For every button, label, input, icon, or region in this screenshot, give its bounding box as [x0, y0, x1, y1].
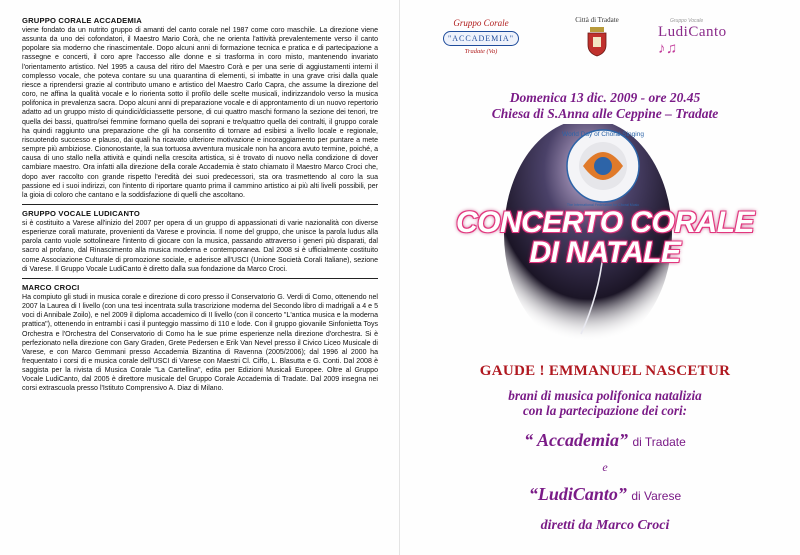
section-title: GRUPPO VOCALE LUDICANTO	[22, 208, 140, 218]
director-line: diretti da Marco Croci	[540, 518, 670, 533]
ludicanto-logo-small: Gruppo Vocale	[670, 18, 704, 24]
choir-name: “ Accademia”	[524, 430, 628, 450]
right-panel	[410, 0, 800, 555]
left-panel	[22, 16, 378, 544]
conjunction: e	[602, 460, 608, 474]
section-accademia	[22, 16, 378, 205]
section-title: GRUPPO CORALE ACCADEMIA	[22, 16, 142, 25]
accademia-logo	[442, 18, 520, 55]
page-fold	[399, 0, 400, 555]
choir-place: di Varese	[631, 489, 682, 503]
choir-name: “LudiCanto”	[528, 484, 627, 504]
section-body: viene fondato da un nutrito gruppo di amanti del canto corale nel 1987 come coro maschile. La direzione viene assunta da uno dei cofondatori, il Maestro Mario Corà, che ne orienta l'attività prevalentemente verso il canto popolare sia moderno che rinascimentale. Dopo alcuni anni di formazione tecnica e pratica e di partecipazione a rassegne e concerti, il coro apre l'accesso alle donne e si trasforma in coro misto, mantenendo invariato l'orientamento artistico. Nel 1995 a causa del ritiro del Maestro Corà e per una serie di aggiustamenti interni il complesso vocale, che poteva contare su una quarantina di elementi, si imbatte in una grave crisi dalla quale riesce a riprendersi grazie al contributo umano e artistico del Maestro Carlo Capra, che assume la direzione del coro, ne affina la qualità vocale e lo riorienta sotto il profilo delle scelte musicali, indirizzandolo verso la musica polifonica in prevalenza sacra. Dopo alcuni anni di preparazione vocale e di approntamento di un nuovo repertorio adatto ad un gruppo misto di quindici/diciassette persone, di cui quattro maschi formano la sezione dei tenori, tre quella dei bassi, quattro/sei femmine formano quella dei soprani e tre/quattro quella dei contralti, il gruppo corale ha quindi raggiunto una preparazione che gli ha consentito di tornare ad esibirsi a livello locale e regionale, riscuotendo successo e plauso, dai quali ha ricavato ulteriore motivazione e incoraggiamento per puntare a mete sempre più ambiziose. Ciononostante, la sua tortuosa avventura musicale non ha ancora avuto termine, poiché, a causa di uno stallo nella attività e quindi nella crescita artistica, si è trovato di nuovo nella condizione di dover cambiare maestro. Ora infatti alla direzione della corale Accademia è stato chiamato il Maestro Marco Croci che, dopo aver raccolto con grande rispetto l'eredità dei suoi predecessori, sta ora trasmettendo al coro la sua passione ed i suoi indirizzi, con l'intento di riportare quanto prima il cammino artistico ai più alti livelli possibili, per la gioia di coloro che cantano e la soddisfazione di quelli che ascoltano.	[22, 27, 378, 199]
section-body: Ha compiuto gli studi in musica corale e direzione di coro presso il Conservatorio G. Verdi di Como, ottenendo nel 2007 la Laurea di I livello (con una tesi incentrata sulla trascrizione moderna del Secondo libro di madrigali a 4 e 5 voci di Annibale Zoilo), e nel 2009 il diploma accademico di II livello (con il concerto "L'antica musica e la moderna prattica"), ottenendo in entrambi i casi il punteggio massimo di 110 e lode. Con il gruppo giovanile Sinfonietta Toys Orchestra e l'Orchestra del Conservatorio di Como ha le sue prime esperienze nella direzione d'orchestra. Si è perfezionato nella direzione con Gary Graden, Grete Pedersen e Erik Van Nevel presso il Civico Liceo Musicale di Varese, e con Marco Gemmani presso Accademia Bizantina di Ravenna (2005/2006); dal 1996 al 2000 ha frequentato i corsi di e musica corale dell'USCI di Varese con Maestri Cl. Ciffo, L. Blasutta e G. Conti. Dal 2008 è saggista per la rivista di Musica Corale "La Cartellina", edita per Edizioni Musicali Europee. Oltre al Gruppo Vocale LudiCanto, dal 2005 è direttore musicale del Gruppo Corale Accademia di Tradate. Dal 2009 insegna nei corsi extrascuola presso l'Istituto Comprensivo A. Diaz di Milano.	[22, 293, 378, 393]
section-marco-croci	[22, 283, 378, 398]
accademia-logo-line: Gruppo Corale	[453, 18, 509, 28]
section-title: MARCO CROCI	[22, 282, 80, 292]
brani-line2: con la partecipazione dei cori:	[522, 403, 688, 418]
world-day-sublabel: The International Federation for Choral Music	[566, 203, 640, 207]
date-line: Domenica 13 dic. 2009 - ore 20.45	[509, 90, 701, 105]
program-description	[410, 388, 800, 418]
music-note-icon: ♪♫	[658, 41, 678, 57]
ludicanto-logo	[658, 18, 748, 58]
brani-line1: brani di musica polifonica natalizia	[508, 388, 702, 403]
logo-row	[410, 12, 800, 84]
choir-ludicanto	[410, 484, 800, 505]
world-day-badge-icon	[567, 130, 639, 202]
program-title: GAUDE ! EMMANUEL NASCETUR	[479, 363, 731, 379]
accademia-logo-name: "ACCADEMIA"	[443, 31, 519, 46]
event-datetime	[410, 90, 800, 122]
city-crest-icon	[586, 27, 608, 57]
city-name: Città di Tradate	[575, 16, 619, 24]
concert-title-line2: DI NATALE	[529, 236, 681, 269]
city-logo	[566, 16, 628, 62]
choir-place: di Tradate	[632, 435, 686, 449]
concert-title	[410, 208, 800, 268]
world-day-label: World Day of Choral Singing	[562, 131, 644, 138]
section-ludicanto	[22, 209, 378, 279]
venue-line: Chiesa di S.Anna alle Ceppine – Tradate	[491, 106, 719, 121]
concert-title-line1: CONCERTO CORALE	[455, 206, 755, 239]
accademia-logo-place: Tradate (Va)	[464, 48, 498, 55]
section-body: si è costituito a Varese all'inizio del 2007 per opera di un gruppo di appassionati di varie nazionalità con diverse esperienze corali maturate, provenienti da Varese e provincia. Il nome del gruppo, che unisce la parola ludus alla parola canto vuole sottolineare l'intento di giocare con la musica, passando attraverso i generi più disparati, dal sacro al profano, dal Rinascimento alla musica moderna e contemporanea. Dal 2008 si è ufficialmente costituito come Associazione Culturale di promozione sociale, e aderisce all'USCI (Unione Società Corali Italiane), sezione di Varese. Il Gruppo Vocale LudiCanto è diretto dalla sua fondazione da Marco Croci.	[22, 219, 378, 273]
choir-accademia	[410, 430, 800, 451]
ludicanto-logo-name: LudiCanto	[658, 24, 727, 40]
